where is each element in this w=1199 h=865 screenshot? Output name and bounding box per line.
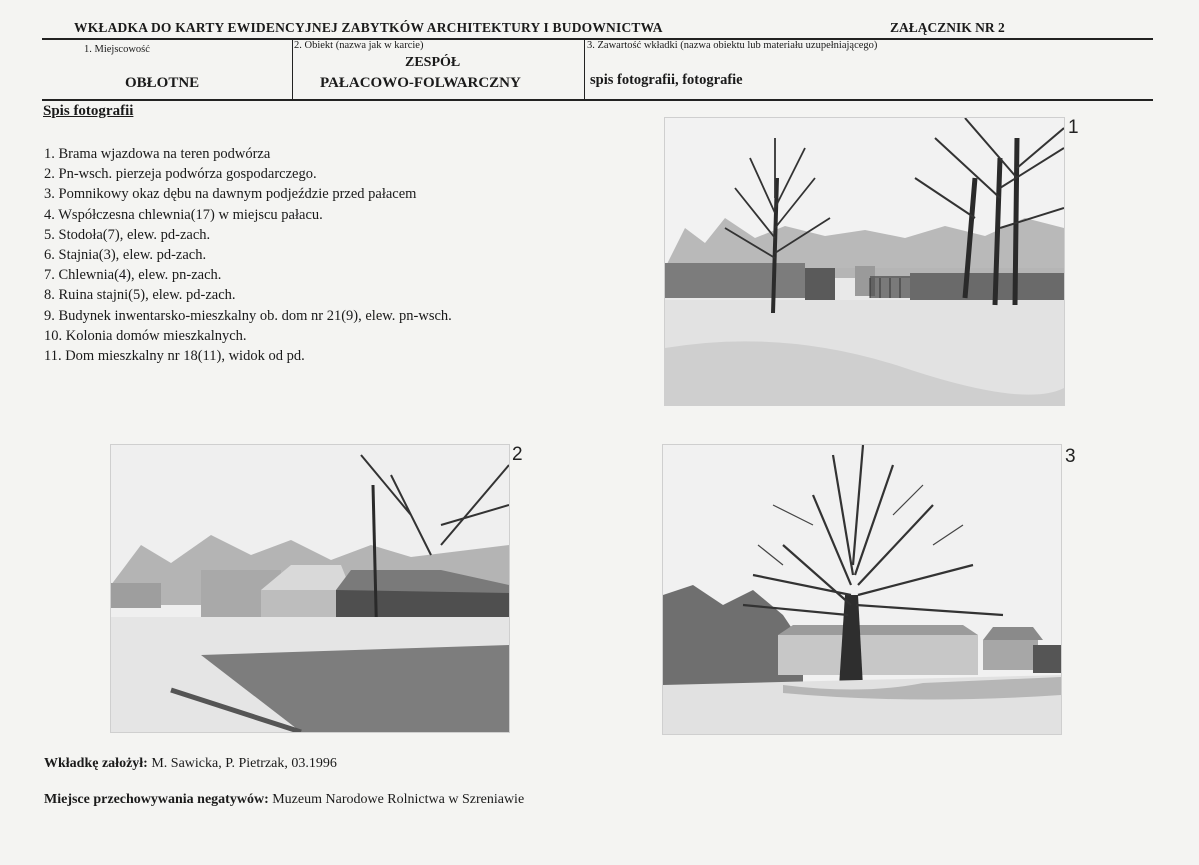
list-item: 11. Dom mieszkalny nr 18(11), widok od pd. xyxy=(44,348,305,365)
photo-3-image xyxy=(663,445,1061,734)
negatives-line xyxy=(44,792,524,808)
photo-1-gate xyxy=(664,117,1065,406)
list-item: 7. Chlewnia(4), elew. pn-zach. xyxy=(44,267,222,284)
photo-1-number: 1 xyxy=(1068,117,1079,138)
photo-2-image xyxy=(111,445,509,732)
negatives-value: Muzeum Narodowe Rolnictwa w Szreniawie xyxy=(272,792,525,807)
locality-value: OBŁOTNE xyxy=(125,75,200,91)
author-label: Wkładkę założył: xyxy=(44,756,148,771)
header-bottom-rule xyxy=(42,99,1153,101)
column-divider-2 xyxy=(584,38,585,100)
object-label: 2. Obiekt (nazwa jak w karcie) xyxy=(294,40,424,51)
list-item: 5. Stodoła(7), elew. pd-zach. xyxy=(44,226,211,243)
list-item: 6. Stajnia(3), elew. pd-zach. xyxy=(44,247,207,264)
negatives-label: Miejsce przechowywania negatywów: xyxy=(44,792,269,807)
list-item: 9. Budynek inwentarsko-mieszkalny ob. dom nr 21(9), elew. pn-wsch. xyxy=(44,307,452,324)
list-item: 2. Pn-wsch. pierzeja podwórza gospodarczego. xyxy=(44,166,317,183)
author-line xyxy=(44,756,337,772)
author-value: M. Sawicka, P. Pietrzak, 03.1996 xyxy=(151,756,337,771)
contents-label: 3. Zawartość wkładki (nazwa obiektu lub materiału uzupełniającego) xyxy=(587,40,878,51)
card-title: WKŁADKA DO KARTY EWIDENCYJNEJ ZABYTKÓW ARCHITEKTURY I BUDOWNICTWA xyxy=(74,20,663,35)
photo-2-number: 2 xyxy=(512,444,523,465)
photo-3-oak xyxy=(662,444,1062,735)
attachment-number: ZAŁĄCZNIK NR 2 xyxy=(890,20,1005,35)
list-item: 8. Ruina stajni(5), elew. pd-zach. xyxy=(44,287,236,304)
list-item: 10. Kolonia domów mieszkalnych. xyxy=(44,327,247,344)
section-title: Spis fotografii xyxy=(43,103,134,119)
object-value-line1: ZESPÓŁ xyxy=(405,55,461,70)
photo-list xyxy=(44,144,452,366)
photo-3-number: 3 xyxy=(1065,446,1076,467)
list-item: 4. Współczesna chlewnia(17) w miejscu pałacu. xyxy=(44,206,323,223)
object-value-line2: PAŁACOWO-FOLWARCZNY xyxy=(320,75,521,91)
list-item: 1. Brama wjazdowa na teren podwórza xyxy=(44,146,271,162)
photo-2-farmyard xyxy=(110,444,510,733)
column-divider-1 xyxy=(292,38,293,100)
list-item: 3. Pomnikowy okaz dębu na dawnym podjeździe przed pałacem xyxy=(44,186,417,203)
contents-value: spis fotografii, fotografie xyxy=(590,72,743,88)
locality-label: 1. Miejscowość xyxy=(84,44,150,55)
photo-1-image xyxy=(665,118,1064,405)
